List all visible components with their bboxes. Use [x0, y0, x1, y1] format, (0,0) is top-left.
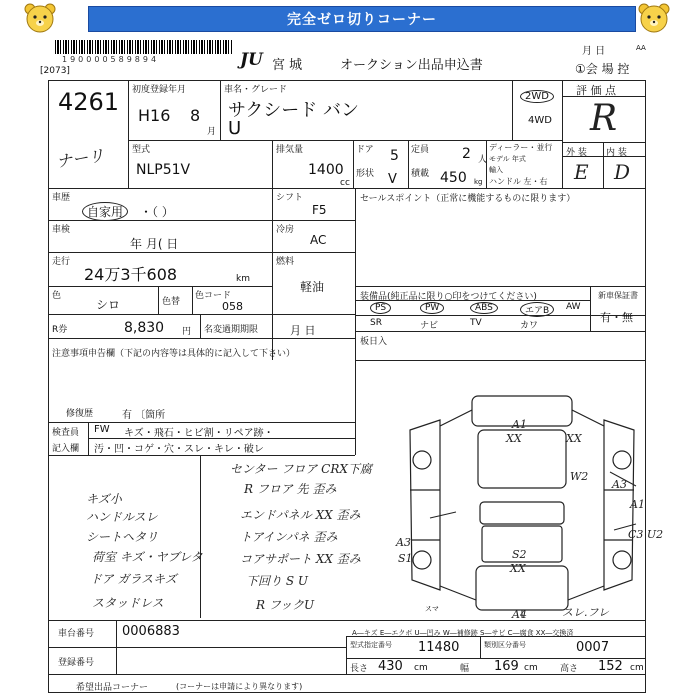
fw-mark: FW — [94, 424, 110, 435]
load-label: 積載 — [411, 169, 430, 179]
car-name: サクシード バン — [228, 100, 360, 121]
mileage-label: 走行 — [52, 257, 71, 267]
shift-label: シフト — [276, 193, 304, 203]
car-history: 自家用 — [82, 202, 128, 221]
doors: 5 — [390, 148, 399, 164]
handwritten-note: 荷室 キズ・ヤブレタ — [92, 550, 203, 564]
request-corner-note: (コーナーは申請により異なります) — [176, 682, 303, 691]
height-label: 高さ — [560, 664, 579, 674]
handwritten-note: 下回り S U — [246, 574, 308, 588]
mileage-unit: km — [236, 274, 250, 284]
banner-title: 完全ゼロ切りコーナー — [88, 6, 636, 32]
equipment-item: TV — [470, 318, 482, 328]
width-unit: cm — [524, 663, 538, 673]
damage-code: A3 — [612, 478, 627, 491]
inspector-label: 検査員 — [52, 428, 80, 438]
recycle-fee: 8,830 — [124, 320, 165, 336]
width-label: 幅 — [460, 664, 470, 674]
displacement: 1400 — [308, 162, 344, 178]
handwritten-note: エンドパネル XX 歪み — [240, 508, 361, 522]
handwritten-note: ハンドルスレ — [86, 510, 158, 524]
diagram-skid-label: スマ — [425, 605, 439, 613]
shaken-label: 車検 — [52, 225, 71, 235]
cert-number-label: 型式指定番号 — [350, 641, 392, 649]
class-number-label: 類別区分番号 — [484, 641, 526, 649]
equipment-item: PW — [420, 302, 444, 314]
interior-label: 内 装 — [606, 148, 627, 158]
drive-2wd: 2WD — [520, 90, 554, 103]
reg-era: H16 — [138, 106, 171, 125]
barcode-number: 190000589894 — [62, 55, 160, 64]
model-code: NLP51V — [136, 162, 191, 178]
banner — [0, 0, 700, 38]
model-label: 型式 — [132, 145, 151, 155]
shape-label: 形状 — [356, 169, 375, 179]
drive-4wd: 4WD — [528, 115, 552, 126]
interior-score: D — [614, 160, 631, 184]
name-change-date: 月 日 — [290, 324, 316, 337]
height-unit: cm — [630, 663, 644, 673]
grade-value: R — [590, 98, 618, 139]
car-history-rest: ・（ ） — [140, 205, 174, 219]
bear-mascot-icon — [636, 2, 672, 36]
doors-label: ドア — [356, 145, 374, 155]
damage-code: A3 — [396, 536, 411, 549]
equipment-item: AW — [566, 302, 581, 312]
venue-copy-label: ①会 場 控 — [575, 62, 630, 76]
damage-code: S1 — [398, 552, 413, 565]
fuel-label: 燃料 — [276, 257, 295, 267]
exterior-score: E — [574, 160, 589, 184]
bear-mascot-icon — [22, 2, 58, 36]
equipment-label: 装備品(純正品に限り○印をつけてください) — [360, 292, 537, 302]
sales-point-label: セールスポイント（正常に機能するものに限ります） — [360, 194, 576, 204]
frame-number-label: 車台番号 — [58, 629, 95, 639]
handwritten-note: トアインパネ 歪み — [240, 530, 338, 544]
mileage: 24万3千608 — [84, 265, 178, 284]
cert-number: 11480 — [418, 640, 460, 655]
aa-mark: AA — [636, 44, 646, 52]
import-label: 輸入 — [489, 166, 503, 174]
dealer-label: ディーラー・並行 — [489, 143, 553, 152]
warranty: 有・無 — [600, 311, 633, 324]
damage-code: C3 U2 — [628, 528, 664, 541]
length-unit: cm — [414, 663, 428, 673]
equipment-item: ABS — [470, 302, 498, 314]
grade-label: 評 価 点 — [576, 84, 616, 97]
equipment-item: エアB — [520, 302, 554, 317]
reg-month: 8 — [190, 106, 201, 125]
notes-label: 注意事項申告欄（下記の内容等は具体的に記入して下さい） — [52, 349, 296, 359]
color: シロ — [96, 298, 121, 312]
handwritten-note: R フロア 先 歪み — [244, 482, 337, 496]
board-label: 板日入 — [360, 337, 388, 347]
warranty-label: 新車保証書 — [598, 291, 638, 300]
shift: F5 — [312, 203, 327, 217]
width: 169 — [494, 659, 519, 674]
class-number: 0007 — [576, 640, 610, 655]
damage-code: XX — [566, 432, 582, 445]
height: 152 — [598, 659, 623, 674]
damage-code: A1 — [630, 498, 645, 511]
damage-code: W2 — [570, 470, 589, 483]
recycle-unit: 円 — [182, 327, 192, 337]
handle-label: ハンドル 左・右 — [489, 177, 548, 186]
month-day: 月 日 — [582, 46, 606, 57]
diagram-legend: A―キズ E―エクボ U―凹み W―補修跡 S―サビ C―腐食 XX―交換済 — [352, 629, 574, 637]
damage-code: A1 — [512, 418, 527, 431]
recycle-label: R券 — [52, 325, 68, 335]
handwritten-note: スタッドレス — [92, 596, 164, 610]
reg-number-label: 登録番号 — [58, 658, 95, 668]
repair-history: 有 〔箇所 — [122, 410, 166, 421]
diagram-hood — [478, 430, 566, 488]
load-unit: kg — [474, 178, 483, 186]
doc-id: [2073] — [40, 66, 70, 76]
capacity-unit: 人 — [478, 155, 488, 165]
length-label: 長さ — [350, 664, 369, 674]
check-row-1: キズ・飛石・ヒビ割・リペア跡・ — [124, 428, 274, 439]
model-year-label: モデル 年式 — [489, 155, 526, 163]
lot-number: 4261 — [58, 88, 120, 116]
fuel: 軽油 — [300, 280, 325, 294]
color-code: 058 — [222, 300, 243, 313]
color-code-label: 色コード — [195, 291, 232, 301]
equipment-item: カワ — [520, 321, 539, 331]
handwritten-note: R フックU — [256, 598, 315, 612]
repair-history-label: 修復歴 — [66, 409, 94, 419]
reg-year-label: 初度登録年月 — [132, 85, 187, 95]
doc-title: オークション出品申込書 — [340, 58, 483, 73]
shaken-date: 年 月( 日 — [130, 237, 179, 251]
handwritten-note: ドア ガラスキズ — [90, 572, 177, 586]
handwritten-note: センター フロア CRX下腐 — [230, 462, 372, 476]
displacement-unit: cc — [340, 178, 350, 188]
memo-label: 記入欄 — [52, 444, 80, 454]
handwritten-note: キズ小 — [86, 492, 122, 506]
frame-number: 0006883 — [122, 624, 180, 639]
damage-code: XX — [510, 562, 526, 575]
check-row-2: 汚・凹・コゲ・穴・スレ・キレ・破レ — [94, 444, 264, 455]
handwritten-note: コアサポート XX 歪み — [240, 552, 361, 566]
equipment-item: SR — [370, 318, 382, 328]
ac-label: 冷房 — [276, 225, 295, 235]
lot-margin-note: ナーリ — [55, 145, 106, 172]
equipment-item: PS — [370, 302, 391, 314]
request-corner-label: 希望出品コーナー — [76, 683, 149, 693]
equipment-item: ナビ — [420, 321, 439, 331]
car-name-label: 車名・グレード — [224, 85, 288, 95]
length: 430 — [378, 659, 403, 674]
name-change-label: 名変過期期限 — [204, 325, 259, 335]
displacement-label: 排気量 — [276, 145, 304, 155]
ju-logo: JU — [240, 50, 263, 70]
handwritten-note: シートヘタリ — [86, 530, 159, 544]
damage-code: S2 — [512, 548, 527, 561]
damage-code: A4 — [512, 608, 527, 621]
damage-code: XX — [506, 432, 522, 445]
org-name: 宮 城 — [272, 58, 303, 73]
car-grade: U — [228, 118, 242, 139]
exterior-label: 外 装 — [566, 148, 587, 158]
load-capacity: 450 — [440, 170, 467, 186]
car-history-label: 車歴 — [52, 193, 71, 203]
damage-code: スレ.フレ — [562, 606, 610, 619]
ac: AC — [310, 233, 327, 247]
barcode — [55, 40, 233, 54]
reg-month-unit: 月 — [207, 127, 217, 137]
color-label: 色 — [52, 291, 62, 301]
capacity: 2 — [462, 146, 471, 162]
shape: V — [388, 172, 397, 187]
diagram-windshield — [480, 502, 564, 524]
color-change-label: 色替 — [162, 297, 181, 307]
capacity-label: 定員 — [411, 145, 430, 155]
